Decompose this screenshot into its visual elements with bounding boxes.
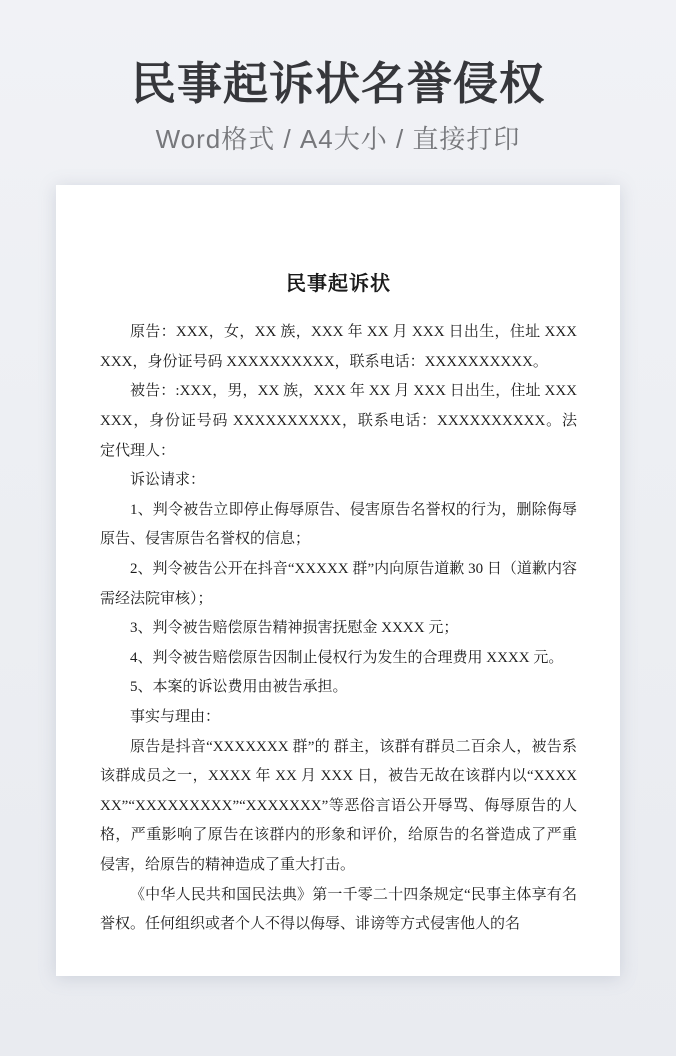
document-paragraph: 3、判令被告赔偿原告精神损害抚慰金 XXXX 元； bbox=[130, 620, 459, 637]
document-paragraph: 《中华人民共和国民法典》第一千零二十四条规定“民事主体享有名誉权。任何组织或者个人不得以侮辱、诽谤等方式侵害他人的名 bbox=[100, 886, 577, 933]
document-paragraph: 4、判令被告赔偿原告因制止侵权行为发生的合理费用 XXXX 元。 bbox=[130, 649, 564, 666]
document-paragraph: 2、判令被告公开在抖音“XXXXX 群”内向原告道歉 30 日（道歉内容需经法院审核）； bbox=[100, 561, 577, 607]
document-paragraph: 原告：XXX，女，XX 族，XXX 年 XX 月 XXX 日出生，住址 XXXXXX，身份证号码 XXXXXXXXXX，联系电话：XXXXXXXXXX。 bbox=[100, 324, 577, 370]
document-paragraph: 诉讼请求： bbox=[130, 472, 206, 489]
document-paragraph: 1、判令被告立即停止侮辱原告、侵害原告名誉权的行为，删除侮辱原告、侵害原告名誉权的信息； bbox=[100, 501, 577, 548]
document-page-preview bbox=[56, 185, 620, 976]
document-title: 民事起诉状 bbox=[286, 273, 391, 296]
document-paragraph: 原告是抖音“XXXXXXX 群”的 群主，该群有群员二百余人，被告系该群成员之一，XXXX 年 XX 月 XXX 日，被告无故在该群内以“XXXXXX”“XXXXXXXXX”“XXXXXXX”等恶俗言语公开辱骂、侮辱原告的人格，严重影响了原告在该群内的形象和评价，给原告的名誉造成了严重侵害，给原告的精神造成了重大打击。 bbox=[100, 738, 577, 873]
preview-header bbox=[0, 0, 676, 156]
document-body bbox=[100, 318, 577, 939]
document-paragraph: 5、本案的诉讼费用由被告承担。 bbox=[130, 679, 348, 696]
template-format-subtitle: Word格式 / A4大小 / 直接打印 bbox=[155, 124, 521, 155]
template-title: 民事起诉状名誉侵权 bbox=[130, 58, 545, 109]
document-paragraph: 事实与理由： bbox=[130, 708, 221, 725]
document-paragraph: 被告：:XXX，男，XX 族，XXX 年 XX 月 XXX 日出生，住址 XXXXXX，身份证号码 XXXXXXXXXX，联系电话：XXXXXXXXXX。法定代理人： bbox=[100, 383, 577, 459]
